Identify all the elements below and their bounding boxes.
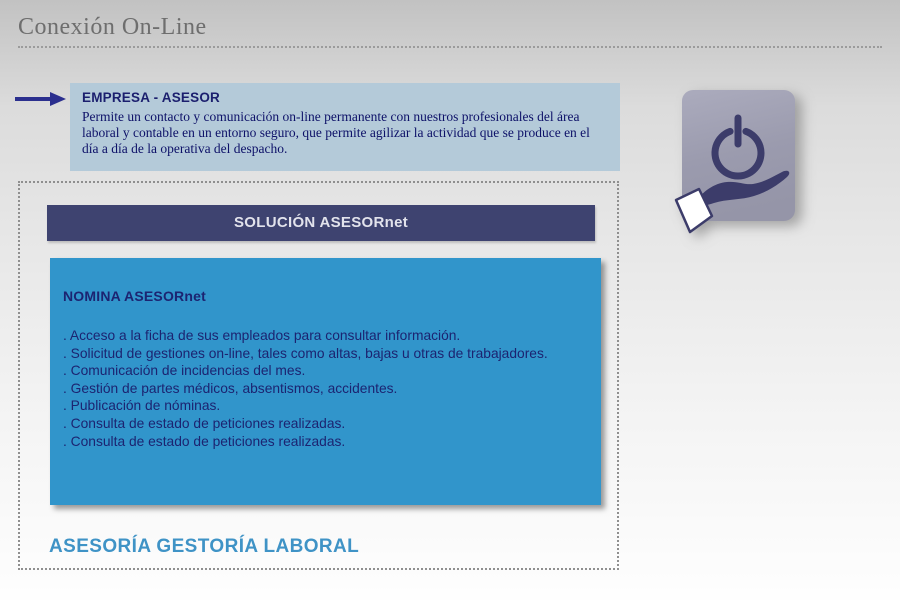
list-item: . Comunicación de incidencias del mes. bbox=[63, 363, 306, 379]
empresa-asesor-description: Permite un contacto y comunicación on-line permanente con nuestros profesionales del área laboral y contable en un entorno seguro, que permite agilizar la actividad que se produce en el día a día de la operativa del despacho. bbox=[82, 109, 590, 156]
nomina-asesornet-panel bbox=[50, 258, 601, 505]
solucion-asesornet-bar: SOLUCIÓN ASESORnet bbox=[47, 205, 595, 241]
hand-power-button-icon bbox=[666, 82, 831, 257]
list-item: . Publicación de nóminas. bbox=[63, 398, 221, 414]
list-item: . Consulta de estado de peticiones realizadas. bbox=[63, 415, 346, 431]
list-item: . Consulta de estado de peticiones realizadas. bbox=[63, 433, 346, 449]
asesoria-gestoria-laboral-label: ASESORÍA GESTORÍA LABORAL bbox=[49, 536, 360, 557]
nomina-feature-list bbox=[63, 327, 601, 450]
empresa-asesor-panel bbox=[70, 83, 620, 171]
list-item: . Acceso a la ficha de sus empleados para consultar información. bbox=[63, 328, 461, 343]
right-arrow-icon bbox=[14, 91, 66, 107]
page-title: Conexión On-Line bbox=[18, 14, 207, 40]
list-item: . Gestión de partes médicos, absentismos, accidentes. bbox=[63, 380, 398, 396]
empresa-asesor-heading: EMPRESA - ASESOR bbox=[82, 90, 220, 105]
title-divider bbox=[18, 46, 882, 48]
list-item: . Solicitud de gestiones on-line, tales como altas, bajas u otras de trabajadores. bbox=[63, 345, 548, 361]
nomina-heading: NOMINA ASESORnet bbox=[63, 288, 206, 304]
